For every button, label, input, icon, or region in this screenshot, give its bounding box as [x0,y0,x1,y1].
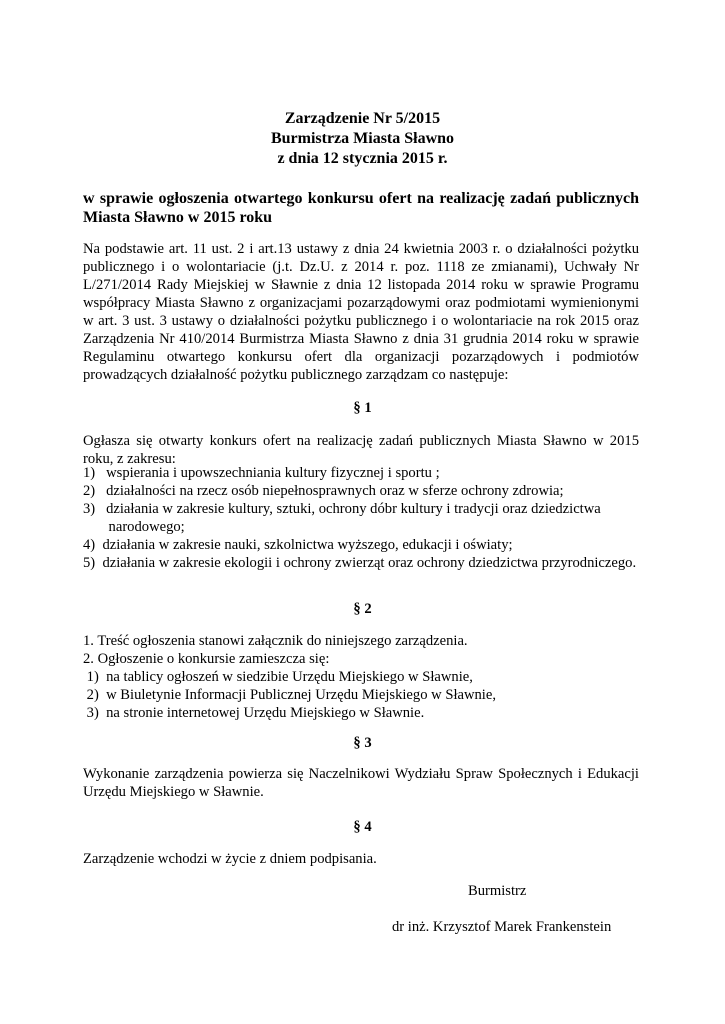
section-4-heading: § 4 [353,819,372,835]
signature-name: dr inż. Krzysztof Marek Frankenstein [392,919,612,935]
list-item: 1. Treść ogłoszenia stanowi załącznik do niniejszego zarządzenia. [83,633,468,649]
list-item: 2) w Biuletynie Informacji Publicznej Urzędu Miejskiego w Sławnie, [83,687,496,703]
list-item: narodowego; [83,519,185,535]
list-item: 5) działania w zakresie ekologii i ochrony zwierząt oraz ochrony dziedzictwa przyrodniczego. [83,555,637,571]
section-3-heading: § 3 [353,735,372,751]
section-1-heading: § 1 [353,400,372,416]
list-item: 2) działalności na rzecz osób niepełnosprawnych oraz w sferze ochrony zdrowia; [83,483,564,499]
list-item: 2. Ogłoszenie o konkursie zamieszcza się: [83,651,330,667]
list-item: 1) na tablicy ogłoszeń w siedzibie Urzędu Miejskiego w Sławnie, [83,669,473,685]
list-item: 3) działania w zakresie kultury, sztuki, ochrony dóbr kultury i tradycji oraz dziedzictwa [83,501,601,517]
document-issuer: Burmistrza Miasta Sławno [270,130,455,147]
document-subject: w sprawie ogłoszenia otwartego konkursu ofert na realizację zadań publicznych Miasta Sławno w 2015 roku [83,190,639,226]
section-2-heading: § 2 [353,601,372,617]
document-title: Zarządzenie Nr 5/2015 [284,110,441,127]
list-item: 4) działania w zakresie nauki, szkolnictwa wyższego, edukacji i oświaty; [83,537,513,553]
section-1-intro: Ogłasza się otwarty konkurs ofert na realizację zadań publicznych Miasta Sławno w 2015 roku, z zakresu: [83,433,639,467]
section-3-text: Wykonanie zarządzenia powierza się Naczelnikowi Wydziału Spraw Społecznych i Edukacji Urzędu Miejskiego w Sławnie. [83,766,639,800]
preamble-paragraph: Na podstawie art. 11 ust. 2 i art.13 ustawy z dnia 24 kwietnia 2003 r. o działalności pożytku publicznego i o wolontariacie (j.t. Dz.U. z 2014 r. poz. 1118 ze zmianami), Uchwały Nr L/271/2014 Rady Miejskiej w Sławnie z dnia 12 listopada 2014 roku w sprawie Programu współpracy Miasta Sławno z organizacjami pozarządowymi oraz podmiotami wymienionymi w art. 3 ust. 3 ustawy o działalności pożytku publicznego i o wolontariacie na rok 2015 oraz Zarządzenia Nr 410/2014 Burmistrza Miasta Sławno z dnia 31 grudnia 2014 roku w sprawie Regulaminu otwartego konkursu ofert dla organizacji pozarządowych i podmiotów prowadzących działalność pożytku publicznego zarządzam co następuje: [83,241,639,383]
document-date: z dnia 12 stycznia 2015 r. [277,150,448,167]
signature-role: Burmistrz [468,883,527,899]
list-item: 1) wspierania i upowszechniania kultury fizycznej i sportu ; [83,465,440,481]
section-4-text: Zarządzenie wchodzi w życie z dniem podpisania. [83,851,377,867]
list-item: 3) na stronie internetowej Urzędu Miejskiego w Sławnie. [83,705,425,721]
